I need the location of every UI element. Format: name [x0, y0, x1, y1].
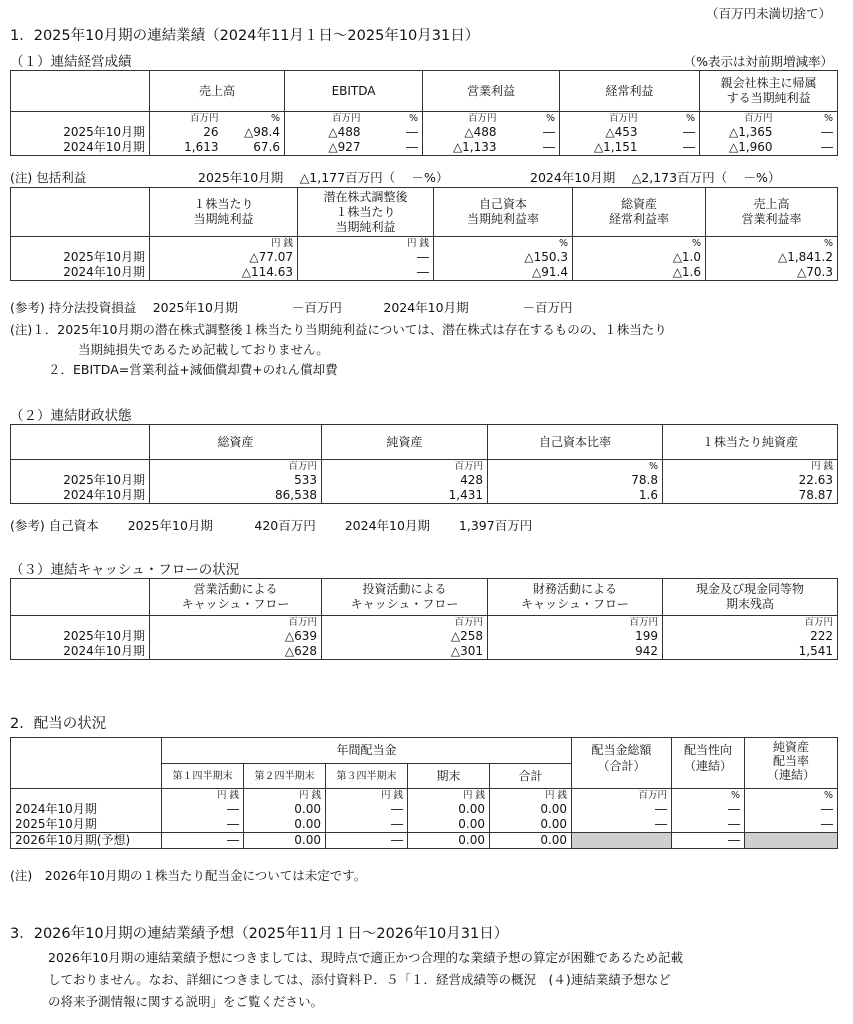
- table-cell: 78.87: [663, 488, 838, 504]
- table-cell: %: [223, 112, 285, 126]
- table-cell: △1,841.2: [706, 250, 838, 265]
- table-cell: 2025年10月期: [11, 629, 150, 644]
- table-cell: △488: [285, 125, 365, 140]
- table-cell: ―: [365, 140, 423, 156]
- table-cell: 0.00: [244, 817, 326, 833]
- table-cell: △1,960: [700, 140, 777, 156]
- table-cell: △488: [423, 125, 501, 140]
- table-cell: 0.00: [490, 817, 572, 833]
- equity-ref: (参考) 自己資本 2025年10月期 420百万円 2024年10月期 1,397百万円: [10, 518, 533, 533]
- table-cell: 2025年10月期: [11, 125, 150, 140]
- sub2-heading: （２）連結財政状態: [10, 408, 132, 424]
- table-cell: 円 銭: [162, 789, 244, 803]
- col-q3: 第３四半期末: [326, 764, 408, 789]
- table-cell: ―: [365, 125, 423, 140]
- forecast-text-1: 2026年10月期の連結業績予想につきましては、現時点で適正かつ合理的な業績予想の算定が困難であるため記載: [48, 950, 683, 965]
- note1-line2: 当期純損失であるため記載しておりません。: [78, 342, 329, 357]
- table-cell: 0.00: [244, 833, 326, 849]
- table-cell: 0.00: [490, 802, 572, 817]
- table-cell: 2026年10月期(予想): [11, 833, 162, 849]
- header-blank: [11, 71, 150, 112]
- table-cell: ―: [501, 140, 560, 156]
- table-cell: %: [488, 460, 663, 474]
- table-row: [11, 644, 838, 660]
- table-row: [11, 488, 838, 504]
- table-cell: [11, 460, 150, 474]
- table-cell: [11, 616, 150, 630]
- table-cell: ―: [777, 125, 838, 140]
- table-cell: ―: [326, 833, 408, 849]
- table-cell: ―: [572, 802, 672, 817]
- table-cell: [745, 833, 838, 849]
- table-cell: △1,151: [560, 140, 642, 156]
- table-cell: 百万円: [285, 112, 365, 126]
- table-cell: [572, 833, 672, 849]
- table-cell: △77.07: [150, 250, 298, 265]
- table-cell: ―: [162, 833, 244, 849]
- table-cell: 2024年10月期: [11, 488, 150, 504]
- section3-heading: 3．2026年10月期の連結業績予想（2025年11月１日～2026年10月31日）: [10, 926, 509, 942]
- col-q2: 第２四半期末: [244, 764, 326, 789]
- comprehensive-income-prev: 2024年10月期 △2,173百万円（ －%）: [530, 170, 781, 185]
- table-row: [11, 817, 838, 833]
- table-cell: △150.3: [434, 250, 573, 265]
- table-cell: ―: [642, 125, 700, 140]
- table-cell: 428: [322, 473, 488, 488]
- table-cell: ―: [672, 833, 745, 849]
- table-cell: ―: [501, 125, 560, 140]
- table-cell: ―: [298, 265, 434, 281]
- col-net-assets: 純資産: [322, 425, 488, 460]
- table-cell: 円 銭: [150, 237, 298, 251]
- table-cell: 1.6: [488, 488, 663, 504]
- table-cell: %: [745, 789, 838, 803]
- table-cell: △91.4: [434, 265, 573, 281]
- table-row: [11, 250, 838, 265]
- table-cell: 1,613: [150, 140, 223, 156]
- table-cell: ―: [745, 817, 838, 833]
- table-cell: 78.8: [488, 473, 663, 488]
- col-total-dividend: 配当金総額 （合計）: [572, 738, 672, 789]
- table-cell: △98.4: [223, 125, 285, 140]
- forecast-text-3: の将来予測情報に関する説明」をご覧ください。: [48, 994, 324, 1009]
- table-cell: 1,541: [663, 644, 838, 660]
- col-total-assets: 総資産: [150, 425, 322, 460]
- table-cell: 百万円: [488, 616, 663, 630]
- table-cell: △628: [150, 644, 322, 660]
- table-cell: [11, 789, 162, 803]
- col-roe: 自己資本 当期純利益率: [434, 188, 573, 237]
- table-cell: 2024年10月期: [11, 802, 162, 817]
- dividend-note: (注) 2026年10月期の１株当たり配当金については未定です。: [10, 868, 367, 883]
- table-cell: [11, 579, 150, 616]
- cash-flow-table: [10, 578, 838, 660]
- table-cell: [11, 188, 150, 237]
- col-payout-ratio: 配当性向 （連結）: [672, 738, 745, 789]
- table-cell: ―: [672, 802, 745, 817]
- table-cell: ―: [162, 802, 244, 817]
- table-cell: △1,133: [423, 140, 501, 156]
- col-operating-margin: 売上高 営業利益率: [706, 188, 838, 237]
- table-cell: 百万円: [572, 789, 672, 803]
- table-cell: 942: [488, 644, 663, 660]
- unit-note: （百万円未満切捨て）: [705, 6, 831, 21]
- table-cell: %: [777, 112, 838, 126]
- table-cell: [11, 425, 150, 460]
- table-cell: %: [706, 237, 838, 251]
- section1-heading: 1．2025年10月期の連結業績（2024年11月１日～2025年10月31日）: [10, 28, 480, 44]
- table-cell: ―: [326, 802, 408, 817]
- table-cell: 円 銭: [663, 460, 838, 474]
- sub1-note: （%表示は対前期増減率）: [683, 54, 833, 69]
- table-cell: 0.00: [408, 802, 490, 817]
- table-cell: 67.6: [223, 140, 285, 156]
- table-cell: ―: [672, 817, 745, 833]
- table-cell: ―: [642, 140, 700, 156]
- table-cell: %: [642, 112, 700, 126]
- col-diluted-eps: 潜在株式調整後 １株当たり 当期純利益: [298, 188, 434, 237]
- col-investing-cf: 投資活動による キャッシュ・フロー: [322, 579, 488, 616]
- table-cell: 0.00: [490, 833, 572, 849]
- table-cell: 百万円: [560, 112, 642, 126]
- table-cell: [11, 112, 150, 126]
- col-total: 合計: [490, 764, 572, 789]
- col-eps: １株当たり 当期純利益: [150, 188, 298, 237]
- operating-results-table: [10, 70, 838, 156]
- table-cell: 百万円: [663, 616, 838, 630]
- table-cell: 円 銭: [408, 789, 490, 803]
- sub1-heading: （１）連結経営成績: [10, 54, 132, 70]
- table-row: [11, 629, 838, 644]
- table-row: [11, 802, 838, 817]
- comprehensive-income-label: (注) 包括利益: [10, 170, 87, 185]
- table-cell: 百万円: [150, 460, 322, 474]
- table-cell: 222: [663, 629, 838, 644]
- table-row: [11, 265, 838, 281]
- table-cell: △1.0: [573, 250, 706, 265]
- financial-position-table: [10, 424, 838, 504]
- forecast-text-2: しておりません。なお、詳細につきましては、添付資料Ｐ．５「１．経営成績等の概況 (４)連結業績予想など: [48, 972, 671, 987]
- col-operating-cf: 営業活動による キャッシュ・フロー: [150, 579, 322, 616]
- table-cell: △301: [322, 644, 488, 660]
- col-net-income: 親会社株主に帰属 する当期純利益: [700, 71, 838, 112]
- col-roa: 総資産 経常利益率: [573, 188, 706, 237]
- note2: ２．EBITDA=営業利益+減価償却費+のれん償却費: [48, 362, 338, 377]
- table-cell: 百万円: [700, 112, 777, 126]
- table-cell: %: [573, 237, 706, 251]
- comprehensive-income-current: 2025年10月期 △1,177百万円（ －%）: [198, 170, 449, 185]
- table-row: [11, 833, 838, 849]
- table-row: [11, 473, 838, 488]
- table-cell: 百万円: [322, 460, 488, 474]
- col-q1: 第１四半期末: [162, 764, 244, 789]
- table-cell: 533: [150, 473, 322, 488]
- table-cell: △114.63: [150, 265, 298, 281]
- section2-heading: 2．配当の状況: [10, 716, 107, 732]
- table-cell: 円 銭: [490, 789, 572, 803]
- col-equity-ratio: 自己資本比率: [488, 425, 663, 460]
- per-share-table: [10, 187, 838, 281]
- col-bps: １株当たり純資産: [663, 425, 838, 460]
- table-cell: △453: [560, 125, 642, 140]
- table-cell: ―: [326, 817, 408, 833]
- table-cell: △70.3: [706, 265, 838, 281]
- equity-method-ref: (参考) 持分法投資損益 2025年10月期 －百万円 2024年10月期 －百万円: [10, 300, 573, 315]
- table-cell: 百万円: [150, 112, 223, 126]
- table-cell: ―: [162, 817, 244, 833]
- table-cell: 26: [150, 125, 223, 140]
- table-cell: [11, 237, 150, 251]
- sub3-heading: （３）連結キャッシュ・フローの状況: [10, 562, 240, 578]
- table-cell: 円 銭: [326, 789, 408, 803]
- table-cell: 2025年10月期: [11, 250, 150, 265]
- table-cell: 22.63: [663, 473, 838, 488]
- table-cell: 0.00: [408, 833, 490, 849]
- table-cell: △258: [322, 629, 488, 644]
- col-financing-cf: 財務活動による キャッシュ・フロー: [488, 579, 663, 616]
- table-cell: 1,431: [322, 488, 488, 504]
- table-cell: %: [672, 789, 745, 803]
- table-cell: △639: [150, 629, 322, 644]
- note1-line1: (注)１．2025年10月期の潜在株式調整後１株当たり当期純利益については、潜在株式は存在するものの、１株当たり: [10, 322, 667, 337]
- table-cell: 円 銭: [298, 237, 434, 251]
- table-cell: [11, 738, 162, 789]
- table-cell: 0.00: [244, 802, 326, 817]
- table-cell: %: [365, 112, 423, 126]
- table-row: [11, 125, 838, 140]
- col-doe: 純資産 配当率 （連結）: [745, 738, 838, 789]
- table-cell: △1,365: [700, 125, 777, 140]
- table-cell: 百万円: [423, 112, 501, 126]
- col-year-end: 期末: [408, 764, 490, 789]
- table-cell: 86,538: [150, 488, 322, 504]
- table-cell: ―: [745, 802, 838, 817]
- col-ebitda: EBITDA: [285, 71, 423, 112]
- col-operating-profit: 営業利益: [423, 71, 560, 112]
- table-cell: △1.6: [573, 265, 706, 281]
- table-cell: △927: [285, 140, 365, 156]
- col-annual-dividend: 年間配当金: [162, 738, 572, 764]
- table-row: [11, 140, 838, 156]
- table-cell: 百万円: [150, 616, 322, 630]
- table-cell: 2024年10月期: [11, 140, 150, 156]
- table-cell: 2025年10月期: [11, 473, 150, 488]
- dividend-table: [10, 737, 838, 849]
- table-cell: 円 銭: [244, 789, 326, 803]
- table-cell: 199: [488, 629, 663, 644]
- col-sales: 売上高: [150, 71, 285, 112]
- table-cell: 0.00: [408, 817, 490, 833]
- table-cell: 2024年10月期: [11, 265, 150, 281]
- table-cell: ―: [777, 140, 838, 156]
- table-cell: %: [434, 237, 573, 251]
- table-cell: 2025年10月期: [11, 817, 162, 833]
- table-cell: 百万円: [322, 616, 488, 630]
- table-cell: %: [501, 112, 560, 126]
- table-cell: ―: [298, 250, 434, 265]
- col-ordinary-profit: 経常利益: [560, 71, 700, 112]
- table-cell: 2024年10月期: [11, 644, 150, 660]
- table-cell: ―: [572, 817, 672, 833]
- col-cash-end: 現金及び現金同等物 期末残高: [663, 579, 838, 616]
